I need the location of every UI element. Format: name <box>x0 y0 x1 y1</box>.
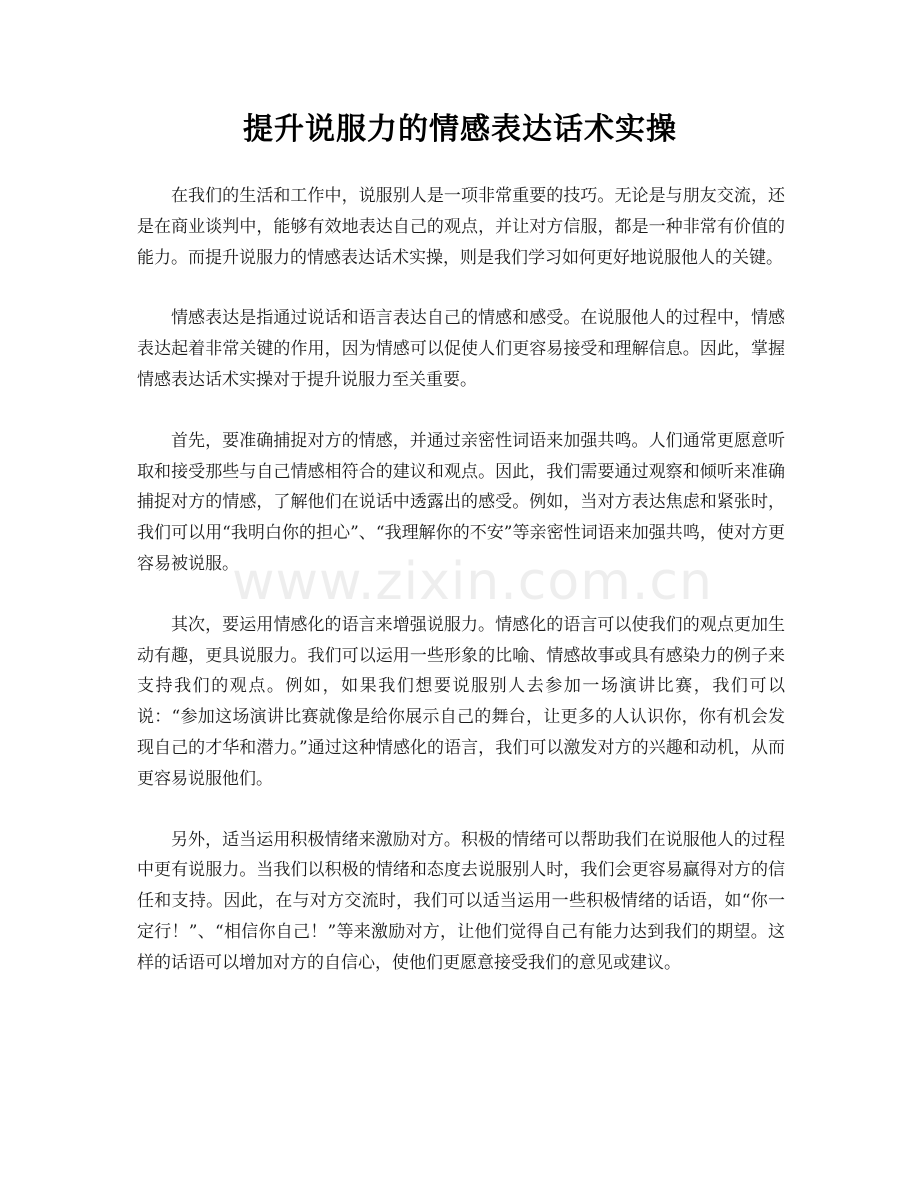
paragraph-definition: 情感表达是指通过说话和语言表达自己的情感和感受。在说服他人的过程中，情感表达起着非常关键的作用，因为情感可以促使人们更容易接受和理解信息。因此，掌握情感表达话术实操对于提升说服力至关重要。 <box>137 308 785 390</box>
paragraph-second-point: 其次，要运用情感化的语言来增强说服力。情感化的语言可以使我们的观点更加生动有趣，更具说服力。我们可以运用一些形象的比喻、情感故事或具有感染力的例子来支持我们的观点。例如，如果我们想要说服别人去参加一场演讲比赛，我们可以说：“参加这场演讲比赛就像是给你展示自己的舞台，让更多的人认识你，你有机会发现自己的才华和潜力。”通过这种情感化的语言，我们可以激发对方的兴趣和动机，从而更容易说服他们。 <box>137 614 785 789</box>
watermark: www.zixin.com.cn <box>232 552 713 612</box>
paragraph-first-point: 首先，要准确捕捉对方的情感，并通过亲密性词语来加强共鸣。人们通常更愿意听取和接受那些与自己情感相符合的建议和观点。因此，我们需要通过观察和倾听来准确捕捉对方的情感，了解他们在说话中透露出的感受。例如，当对方表达焦虑和紧张时，我们可以用“我明白你的担心”、“我理解你的不安”等亲密性词语来加强共鸣，使对方更容易被说服。 <box>137 430 785 574</box>
paragraph-third-point: 另外，适当运用积极情绪来激励对方。积极的情绪可以帮助我们在说服他人的过程中更有说服力。当我们以积极的情绪和态度去说服别人时，我们会更容易赢得对方的信任和支持。因此，在与对方交流时，我们可以适当运用一些积极情绪的话语，如“你一定行！”、“相信你自己！”等来激励对方，让他们觉得自己有能力达到我们的期望。这样的话语可以增加对方的自信心，使他们更愿意接受我们的意见或建议。 <box>137 829 785 973</box>
document-body <box>137 181 785 1009</box>
document-title: 提升说服力的情感表达话术实操 <box>243 112 677 147</box>
paragraph-intro: 在我们的生活和工作中，说服别人是一项非常重要的技巧。无论是与朋友交流，还是在商业谈判中，能够有效地表达自己的观点，并让对方信服，都是一种非常有价值的能力。而提升说服力的情感表达话术实操，则是我们学习如何更好地说服他人的关键。 <box>137 186 785 268</box>
